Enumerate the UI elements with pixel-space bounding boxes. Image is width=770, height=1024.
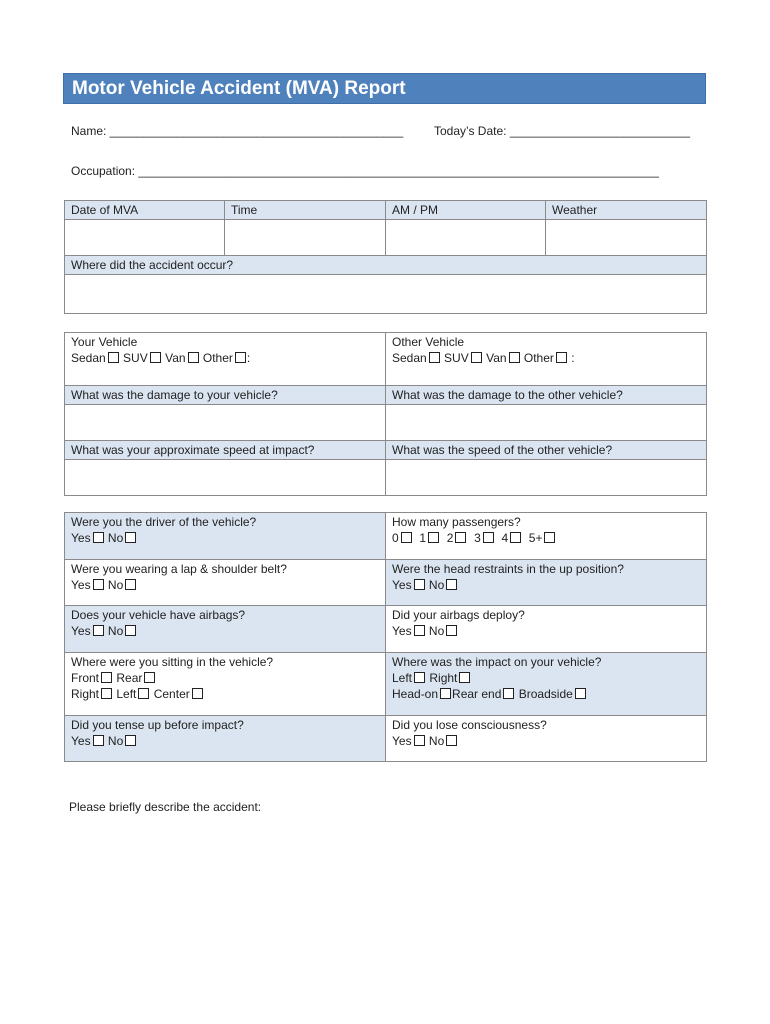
your-other-label: Other bbox=[202, 351, 233, 365]
impact-broadside-checkbox[interactable] bbox=[575, 688, 586, 699]
passengers-0-label: 0 bbox=[392, 531, 399, 545]
restraints-yes-label: Yes bbox=[392, 578, 412, 592]
other-other-suffix: : bbox=[571, 351, 575, 365]
sitting-front-checkbox[interactable] bbox=[101, 672, 112, 683]
other-sedan-label: Sedan bbox=[392, 351, 427, 365]
speed-yours-label: What was your approximate speed at impact? bbox=[65, 441, 386, 460]
other-sedan-checkbox[interactable] bbox=[429, 352, 440, 363]
report-title: Motor Vehicle Accident (MVA) Report bbox=[72, 78, 406, 99]
your-other-checkbox[interactable] bbox=[235, 352, 246, 363]
deploy-question: Did your airbags deploy? bbox=[392, 608, 525, 622]
impact-head-on-label: Head-on bbox=[392, 687, 439, 701]
where-occur-label: Where did the accident occur? bbox=[65, 256, 707, 275]
weather-input[interactable] bbox=[546, 220, 707, 256]
time-input[interactable] bbox=[225, 220, 386, 256]
damage-other-label: What was the damage to the other vehicle? bbox=[386, 386, 707, 405]
sitting-left-label: Left bbox=[116, 687, 137, 701]
other-other-checkbox[interactable] bbox=[556, 352, 567, 363]
belt-yes-label: Yes bbox=[71, 578, 91, 592]
driver-no-checkbox[interactable] bbox=[125, 532, 136, 543]
passengers-3-checkbox[interactable] bbox=[483, 532, 494, 543]
sitting-question-cell bbox=[65, 653, 386, 716]
passengers-2-checkbox[interactable] bbox=[455, 532, 466, 543]
tense-yes-checkbox[interactable] bbox=[93, 735, 104, 746]
tense-question: Did you tense up before impact? bbox=[71, 718, 244, 732]
damage-yours-label: What was the damage to your vehicle? bbox=[65, 386, 386, 405]
describe-accident-label: Please briefly describe the accident: bbox=[69, 800, 262, 814]
am-pm-header: AM / PM bbox=[386, 201, 546, 220]
impact-rear-end-checkbox[interactable] bbox=[503, 688, 514, 699]
airbags-no-checkbox[interactable] bbox=[125, 625, 136, 636]
impact-left-checkbox[interactable] bbox=[414, 672, 425, 683]
deploy-yes-label: Yes bbox=[392, 624, 412, 638]
deploy-question-cell bbox=[386, 606, 707, 653]
passengers-question: How many passengers? bbox=[392, 515, 521, 529]
deploy-no-label: No bbox=[428, 624, 445, 638]
todays-date-field[interactable]: Today’s Date: ___________________________ bbox=[434, 124, 691, 138]
report-title-bar bbox=[63, 73, 706, 104]
passengers-3-label: 3 bbox=[474, 531, 481, 545]
passengers-4-label: 4 bbox=[501, 531, 509, 545]
conscious-yes-label: Yes bbox=[392, 734, 412, 748]
conscious-question: Did you lose consciousness? bbox=[392, 718, 547, 732]
sitting-center-label: Center bbox=[153, 687, 190, 701]
other-vehicle-label: Other Vehicle bbox=[392, 335, 465, 349]
passengers-question-cell bbox=[386, 513, 707, 560]
other-suv-checkbox[interactable] bbox=[471, 352, 482, 363]
damage-other-input[interactable] bbox=[386, 405, 707, 441]
passengers-4-checkbox[interactable] bbox=[510, 532, 521, 543]
airbags-yes-label: Yes bbox=[71, 624, 91, 638]
occupation-field[interactable]: Occupation: ______________________________________________________________________________ bbox=[71, 164, 659, 178]
passengers-5plus-checkbox[interactable] bbox=[544, 532, 555, 543]
belt-no-label: No bbox=[107, 578, 124, 592]
sitting-left-checkbox[interactable] bbox=[138, 688, 149, 699]
driver-yes-checkbox[interactable] bbox=[93, 532, 104, 543]
where-occur-input[interactable] bbox=[65, 275, 707, 314]
weather-header: Weather bbox=[546, 201, 707, 220]
your-vehicle-label: Your Vehicle bbox=[71, 335, 138, 349]
vehicle-table bbox=[64, 332, 707, 496]
damage-yours-input[interactable] bbox=[65, 405, 386, 441]
tense-question-cell bbox=[65, 716, 386, 762]
deploy-yes-checkbox[interactable] bbox=[414, 625, 425, 636]
time-header: Time bbox=[225, 201, 386, 220]
mva-details-table bbox=[64, 200, 707, 314]
your-suv-label: SUV bbox=[123, 351, 148, 365]
impact-right-label: Right bbox=[429, 671, 458, 685]
other-van-checkbox[interactable] bbox=[509, 352, 520, 363]
passengers-5plus-label: 5+ bbox=[528, 531, 543, 545]
passengers-2-label: 2 bbox=[446, 531, 454, 545]
restraints-yes-checkbox[interactable] bbox=[414, 579, 425, 590]
passengers-1-checkbox[interactable] bbox=[428, 532, 439, 543]
impact-head-on-checkbox[interactable] bbox=[440, 688, 451, 699]
questions-table bbox=[64, 512, 707, 762]
sitting-question: Where were you sitting in the vehicle? bbox=[71, 655, 274, 669]
airbags-question-cell bbox=[65, 606, 386, 653]
passengers-1-label: 1 bbox=[419, 531, 427, 545]
date-of-mva-header: Date of MVA bbox=[65, 201, 225, 220]
other-other-label: Other bbox=[523, 351, 554, 365]
driver-question-cell bbox=[65, 513, 386, 560]
impact-right-checkbox[interactable] bbox=[459, 672, 470, 683]
belt-no-checkbox[interactable] bbox=[125, 579, 136, 590]
sitting-rear-checkbox[interactable] bbox=[144, 672, 155, 683]
impact-left-label: Left bbox=[392, 671, 413, 685]
driver-yes-label: Yes bbox=[71, 531, 91, 545]
speed-yours-input[interactable] bbox=[65, 460, 386, 496]
date-of-mva-input[interactable] bbox=[65, 220, 225, 256]
impact-rear-end-label: Rear end bbox=[452, 687, 502, 701]
tense-yes-label: Yes bbox=[71, 734, 91, 748]
restraints-no-checkbox[interactable] bbox=[446, 579, 457, 590]
your-sedan-checkbox[interactable] bbox=[108, 352, 119, 363]
belt-question: Were you wearing a lap & shoulder belt? bbox=[71, 562, 287, 576]
conscious-yes-checkbox[interactable] bbox=[414, 735, 425, 746]
your-van-label: Van bbox=[165, 351, 186, 365]
tense-no-label: No bbox=[107, 734, 124, 748]
other-van-label: Van bbox=[486, 351, 507, 365]
deploy-no-checkbox[interactable] bbox=[446, 625, 457, 636]
sitting-rear-label: Rear bbox=[116, 671, 143, 685]
sitting-right-checkbox[interactable] bbox=[101, 688, 112, 699]
conscious-question-cell bbox=[386, 716, 707, 762]
restraints-no-label: No bbox=[428, 578, 445, 592]
airbags-question: Does your vehicle have airbags? bbox=[71, 608, 246, 622]
airbags-yes-checkbox[interactable] bbox=[93, 625, 104, 636]
driver-question: Were you the driver of the vehicle? bbox=[71, 515, 257, 529]
belt-question-cell bbox=[65, 560, 386, 606]
airbags-no-label: No bbox=[107, 624, 124, 638]
conscious-no-checkbox[interactable] bbox=[446, 735, 457, 746]
sitting-right-label: Right bbox=[71, 687, 100, 701]
sitting-center-checkbox[interactable] bbox=[192, 688, 203, 699]
your-vehicle-cell bbox=[65, 333, 386, 386]
name-field[interactable]: Name: ____________________________________________ bbox=[71, 124, 404, 138]
driver-no-label: No bbox=[107, 531, 124, 545]
belt-yes-checkbox[interactable] bbox=[93, 579, 104, 590]
other-suv-label: SUV bbox=[444, 351, 469, 365]
impact-question: Where was the impact on your vehicle? bbox=[392, 655, 602, 669]
sitting-front-label: Front bbox=[71, 671, 100, 685]
am-pm-input[interactable] bbox=[386, 220, 546, 256]
tense-no-checkbox[interactable] bbox=[125, 735, 136, 746]
speed-other-label: What was the speed of the other vehicle? bbox=[386, 441, 707, 460]
restraints-question: Were the head restraints in the up position? bbox=[392, 562, 624, 576]
impact-broadside-label: Broadside bbox=[518, 687, 573, 701]
other-vehicle-cell bbox=[386, 333, 707, 386]
your-other-suffix: : bbox=[246, 351, 251, 365]
your-sedan-label: Sedan bbox=[71, 351, 106, 365]
restraints-question-cell bbox=[386, 560, 707, 606]
conscious-no-label: No bbox=[428, 734, 445, 748]
speed-other-input[interactable] bbox=[386, 460, 707, 496]
your-suv-checkbox[interactable] bbox=[150, 352, 161, 363]
passengers-0-checkbox[interactable] bbox=[401, 532, 412, 543]
your-van-checkbox[interactable] bbox=[188, 352, 199, 363]
impact-question-cell bbox=[386, 653, 707, 716]
